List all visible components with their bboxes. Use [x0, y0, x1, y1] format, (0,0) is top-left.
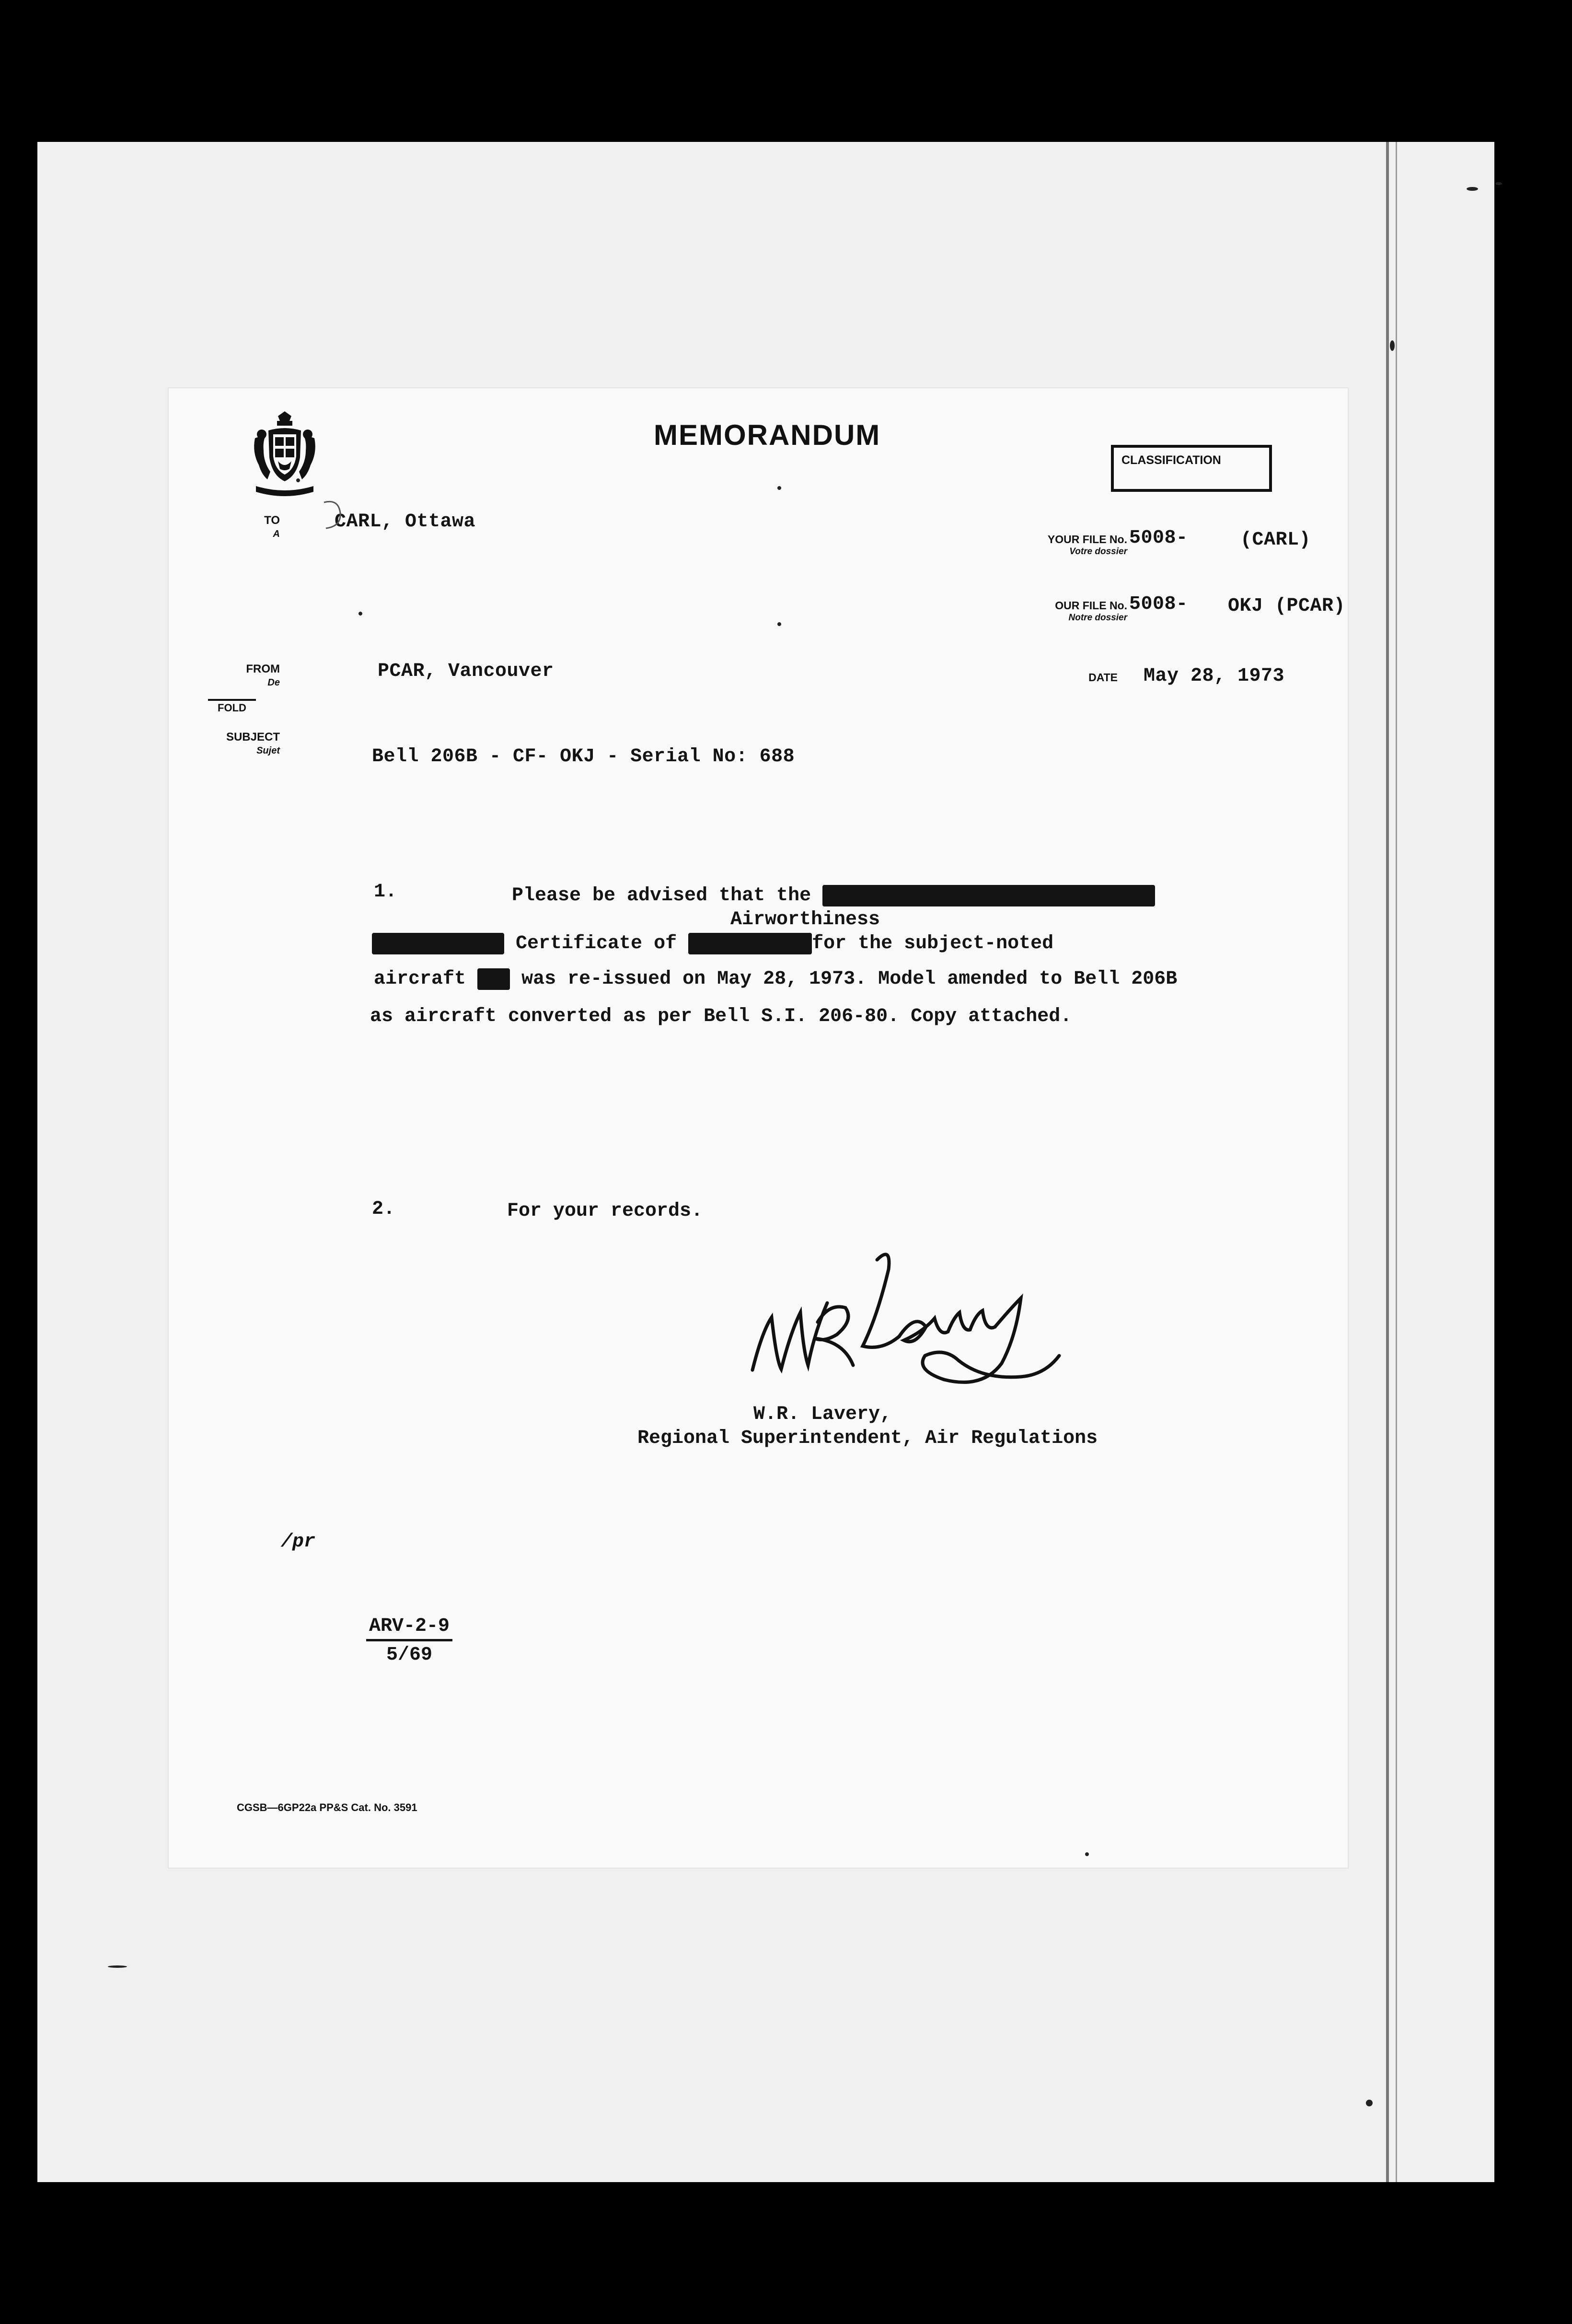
- paragraph-1-insert: Airworthiness: [730, 909, 880, 930]
- scan-speck: [296, 478, 300, 482]
- date-value: May 28, 1973: [1144, 665, 1285, 687]
- scan-speck: [358, 612, 362, 616]
- fold-mark: FOLD: [208, 699, 256, 714]
- scan-speck: [1390, 340, 1395, 351]
- scan-speck: [1085, 1852, 1089, 1856]
- paragraph-1-line-3: aircraft was re-issued on May 28, 1973. Model amended to Bell 206B: [374, 968, 1178, 990]
- your-file-number: 5008-: [1129, 527, 1188, 549]
- your-file-code: (CARL): [1240, 529, 1311, 551]
- signature: [733, 1236, 1069, 1408]
- paragraph-2-text: For your records.: [507, 1200, 703, 1222]
- scan-edge-line: [1386, 142, 1389, 2182]
- our-file-label: OUR FILE No. Notre dossier: [1055, 599, 1127, 623]
- redaction-strike: [477, 968, 510, 990]
- scan-speck: [777, 622, 781, 626]
- typist-initials: /pr: [281, 1531, 316, 1553]
- paragraph-1-line-2: Certificate of for the subject-noted: [372, 933, 1053, 954]
- scan-speck: [1366, 2100, 1373, 2106]
- classification-label: CLASSIFICATION: [1121, 453, 1221, 467]
- redaction-strike: [372, 933, 504, 954]
- subject-label: SUBJECT Sujet: [226, 731, 280, 756]
- date-label: DATE: [1088, 671, 1118, 684]
- redaction-strike: [688, 933, 812, 954]
- scan-speck: [777, 486, 781, 490]
- paragraph-2-number: 2.: [372, 1198, 395, 1220]
- hole-punch-mark: [319, 499, 348, 532]
- classification-box: [1111, 445, 1272, 492]
- scan-speck: [108, 1965, 127, 1968]
- paragraph-1-line-1: Please be advised that the: [512, 885, 1155, 906]
- reference-code: ARV-2-9 5/69: [366, 1615, 452, 1666]
- to-value: CARL, Ottawa: [335, 511, 476, 533]
- your-file-label: YOUR FILE No. Votre dossier: [1047, 533, 1127, 557]
- signatory-name: W.R. Lavery,: [753, 1404, 892, 1425]
- paragraph-1-line-4: as aircraft converted as per Bell S.I. 206-80. Copy attached.: [370, 1006, 1072, 1027]
- redaction-strike: [822, 885, 1155, 906]
- page-title: MEMORANDUM: [654, 419, 881, 451]
- scan-speck: [1495, 182, 1502, 185]
- scan-speck: [1467, 187, 1478, 191]
- coat-of-arms-icon: [249, 409, 320, 500]
- our-file-number: 5008-: [1129, 593, 1188, 615]
- scan-edge-line: [1396, 142, 1397, 2182]
- from-value: PCAR, Vancouver: [378, 661, 554, 682]
- our-file-code: OKJ (PCAR): [1228, 595, 1346, 617]
- paragraph-1-number: 1.: [374, 881, 397, 903]
- to-label: TO A: [264, 514, 280, 539]
- catalogue-number: CGSB—6GP22a PP&S Cat. No. 3591: [237, 1801, 417, 1813]
- subject-value: Bell 206B - CF- OKJ - Serial No: 688: [372, 746, 795, 767]
- signatory-title: Regional Superintendent, Air Regulations: [637, 1428, 1098, 1449]
- memorandum-form: [169, 388, 1348, 1868]
- from-label: FROM De: [246, 662, 280, 688]
